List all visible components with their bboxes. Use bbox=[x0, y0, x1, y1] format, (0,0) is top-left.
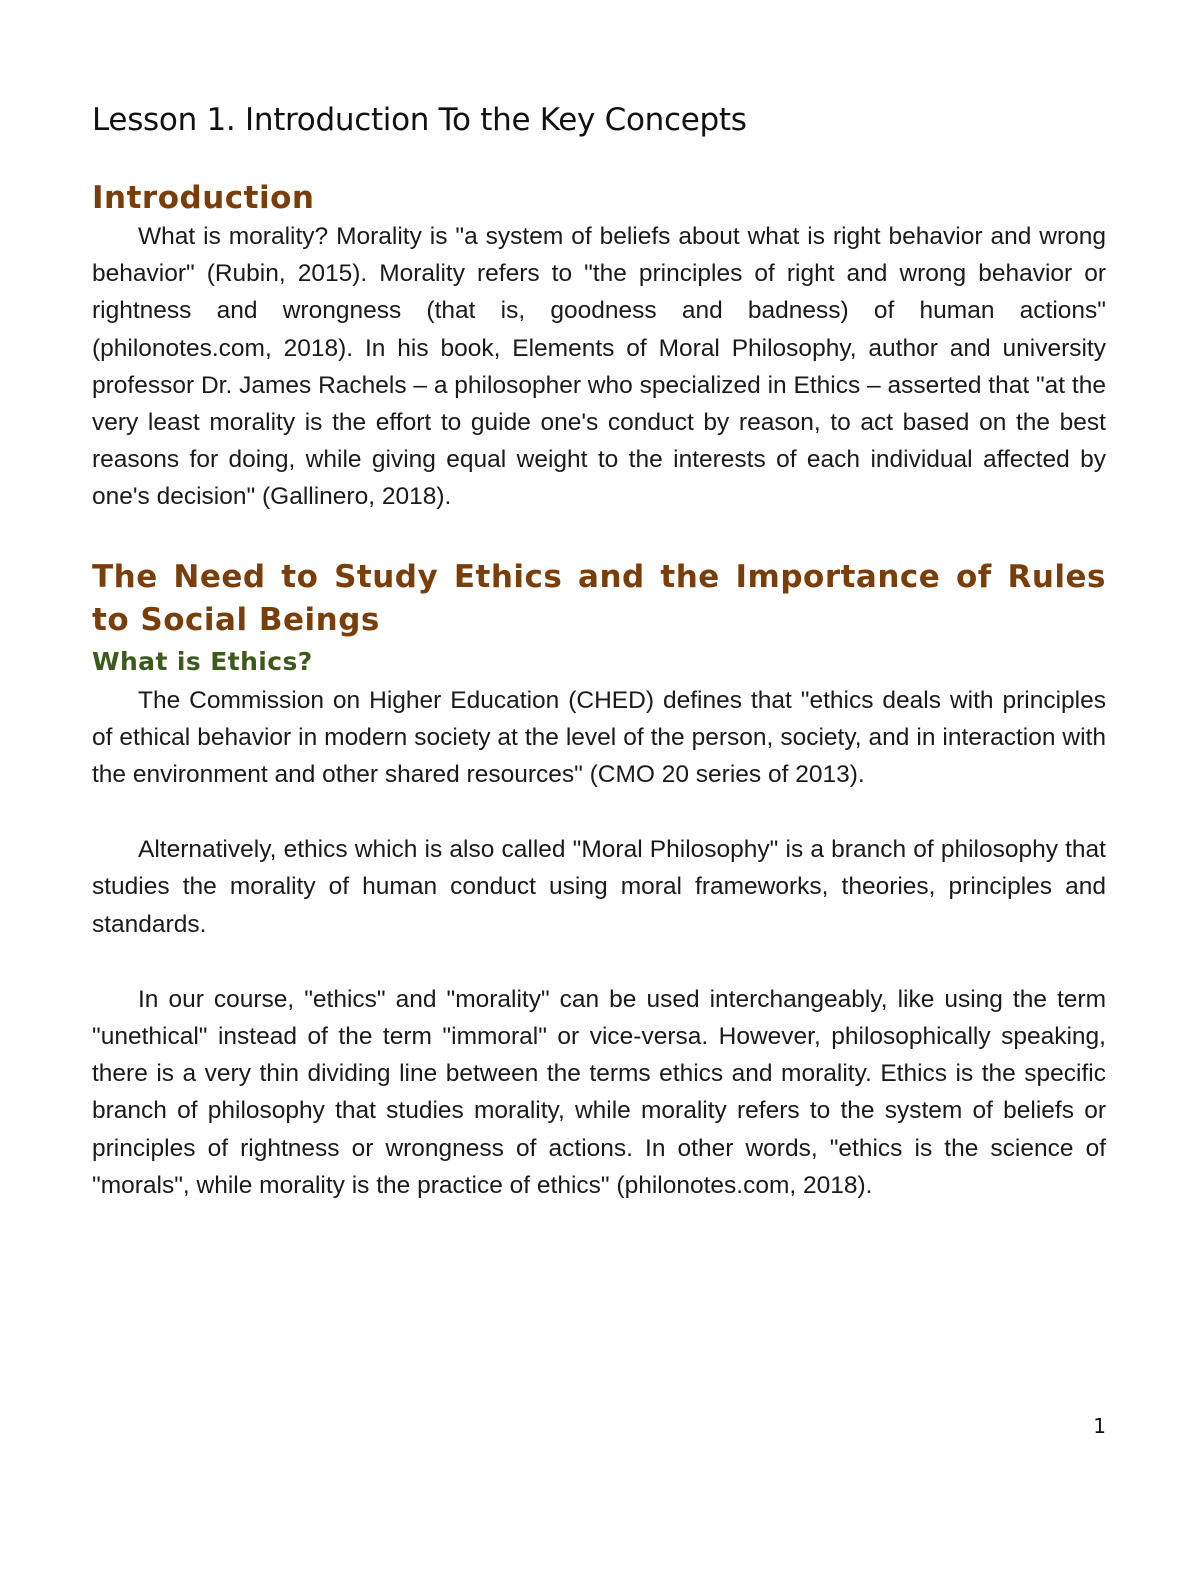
ched-paragraph: The Commission on Higher Education (CHED) defines that "ethics deals with principles of ethical behavior in modern society at the level of the person, society, and in interaction with the environment and other shared resources" (CMO 20 series of 2013). bbox=[92, 686, 1106, 789]
paragraph-spacer bbox=[92, 943, 1106, 981]
alternatively-paragraph: Alternatively, ethics which is also called "Moral Philosophy" is a branch of philosophy that studies the morality of human conduct using moral frameworks, theories, principles and standards. bbox=[92, 836, 1106, 938]
course-paragraph: In our course, "ethics" and "morality" can be used interchangeably, like using the term "unethical" instead of the term "immoral" or vice-versa. However, philosophically speaking, there is a very thin dividing line between the terms ethics and morality. Ethics is the specific branch of philosophy that studies morality, while morality refers to the system of beliefs or principles of rightness or wrongness of actions. In other words, "ethics is the science of "morals", while morality is the practice of ethics" (philonotes.com, 2018). bbox=[92, 985, 1106, 1199]
subsection-heading: What is Ethics? bbox=[92, 646, 313, 676]
page-content bbox=[92, 96, 1106, 1204]
paragraph-spacer bbox=[92, 793, 1106, 831]
lesson-title: Lesson 1. Introduction To the Key Concepts bbox=[92, 102, 747, 138]
page-number: 1 bbox=[1093, 1414, 1106, 1438]
introduction-paragraph: What is morality? Morality is "a system of beliefs about what is right behavior and wrong behavior" (Rubin, 2015). Morality refers to "the principles of right and wrong behavior or rightness and wrongness (that is, goodness and badness) of human actions" (philonotes.com, 2018). In his book, Elements of Moral Philosophy, author and university professor Dr. James Rachels – a philosopher who specialized in Ethics – asserted that "at the very least morality is the effort to guide one's conduct by reason, to act based on the best reasons for doing, while giving equal weight to the interests of each individual affected by one's decision" (Gallinero, 2018). bbox=[92, 223, 1106, 511]
section-heading: The Need to Study Ethics and the Importance of Rules to Social Beings bbox=[92, 558, 1106, 638]
introduction-heading: Introduction bbox=[92, 180, 315, 216]
section-spacer bbox=[92, 516, 1106, 556]
